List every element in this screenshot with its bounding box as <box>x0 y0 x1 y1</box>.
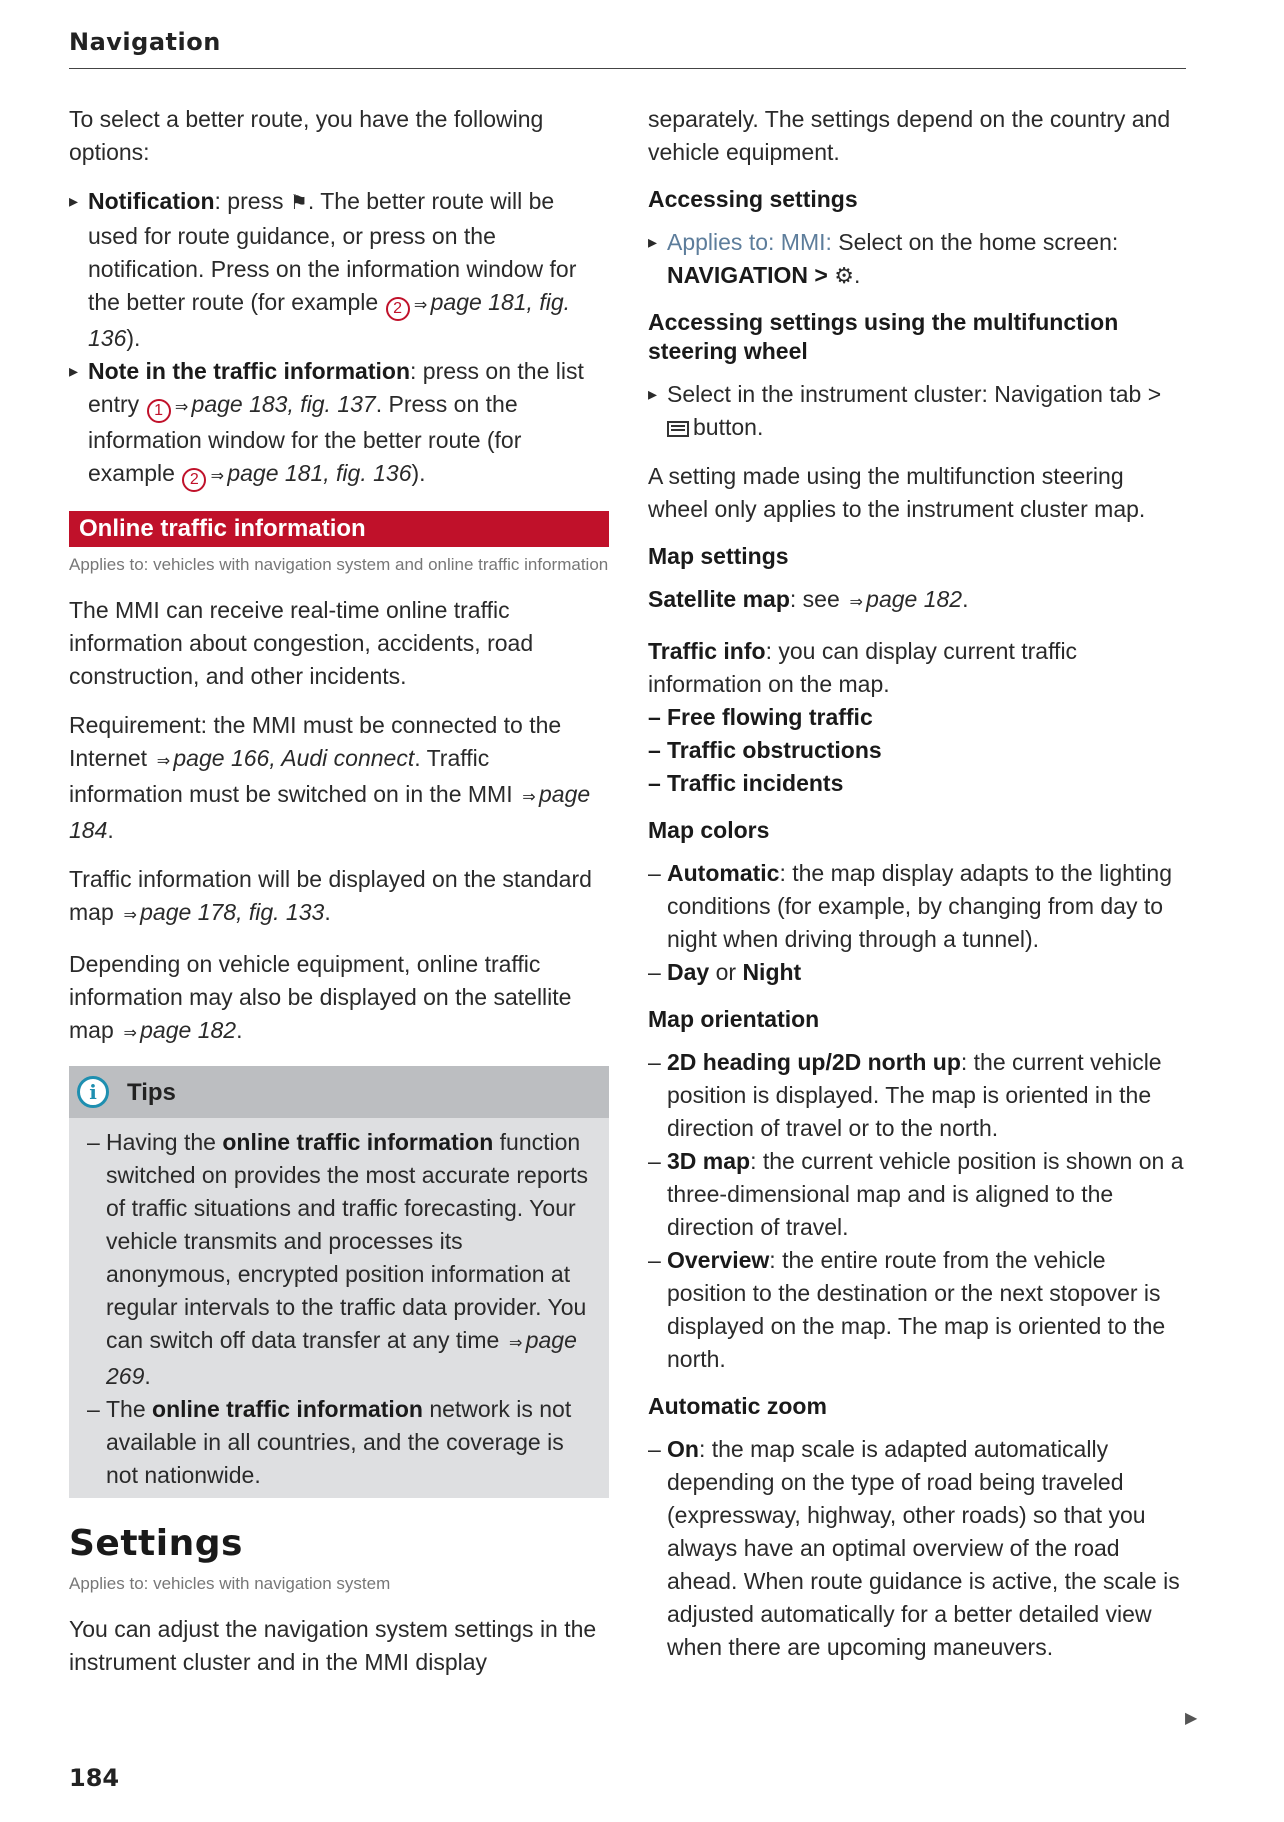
map-colors-heading: Map colors <box>648 817 770 843</box>
tip-item: – The online traffic information network is not available in all countries, and the coverage is not nationwide. <box>87 1393 591 1492</box>
settings-p1-continued: separately. The settings depend on the country and vehicle equipment. <box>648 106 1171 165</box>
list-menu-icon <box>667 421 689 437</box>
flag-icon: ⚑ <box>289 192 308 214</box>
orientation-option: – 3D map: the current vehicle position is shown on a three-dimensional map and is aligned to the direction of travel. <box>648 1145 1188 1244</box>
tips-header <box>69 1066 609 1118</box>
tip-item: – Having the online traffic information function switched on provides the most accurate reports of traffic situations and traffic forecasting. Your vehicle transmits and processes its anonymous, encrypted position information at regular intervals to the traffic data provider. You can switch off data transfer at any time ⇒ page 269. <box>87 1126 591 1393</box>
map-settings-heading: Map settings <box>648 543 789 569</box>
arrow-ref-icon: ⇒ <box>123 907 137 924</box>
settings-p1: You can adjust the navigation system settings in the instrument cluster and in the MMI display <box>69 1616 597 1675</box>
better-route-options <box>69 185 609 493</box>
steering-note: A setting made using the multifunction steering wheel only applies to the instrument cluster map. <box>648 463 1146 522</box>
traffic-info-options <box>648 701 1188 800</box>
gear-icon: ⚙ <box>834 263 854 288</box>
header-rule <box>69 68 1186 69</box>
online-traffic-p4: Depending on vehicle equipment, online traffic information may also be displayed on the satellite map ⇒ page 182. <box>69 948 609 1050</box>
online-traffic-p2: Requirement: the MMI must be connected to the Internet ⇒ page 166, Audi connect. Traffic information must be switched on in the MMI ⇒ page 184. <box>69 712 591 843</box>
page-ref[interactable]: page 178, fig. 133 <box>140 899 325 925</box>
map-colors-options <box>648 857 1188 989</box>
automatic-zoom-options <box>648 1433 1188 1664</box>
intro-paragraph: To select a better route, you have the following options: <box>69 106 544 165</box>
steering-step: ▸ Select in the instrument cluster: Navigation tab > button. <box>648 378 1188 444</box>
navigation-path: NAVIGATION <box>667 262 808 288</box>
tips-list <box>69 1118 609 1498</box>
arrow-ref-icon: ⇒ <box>413 297 428 314</box>
settings-applies: Applies to: vehicles with navigation system <box>69 1574 391 1593</box>
satellite-map-setting: Satellite map: see ⇒ page 182. <box>648 583 1188 619</box>
online-traffic-p1: The MMI can receive real-time online traffic information about congestion, accidents, road construction, and other incidents. <box>69 597 534 689</box>
online-traffic-applies: Applies to: vehicles with navigation system and online traffic information <box>69 555 609 574</box>
traffic-info-setting: Traffic info: you can display current traffic information on the map. <box>648 638 1078 697</box>
tips-box <box>69 1066 609 1498</box>
accessing-settings-heading: Accessing settings <box>648 186 858 212</box>
automatic-zoom-heading: Automatic zoom <box>648 1393 827 1419</box>
page-ref[interactable]: page 182 <box>866 586 963 612</box>
traffic-option: – Traffic incidents <box>648 767 1188 800</box>
page-ref[interactable]: page 182 <box>140 1017 237 1043</box>
arrow-ref-icon: ⇒ <box>849 594 863 611</box>
page-ref[interactable]: page 166, Audi connect <box>173 745 415 771</box>
online-traffic-section-title: Online traffic information <box>69 511 609 547</box>
page-ref[interactable]: page 184 <box>69 781 591 843</box>
page-ref[interactable]: page 181, fig. 136 <box>88 289 571 351</box>
page-number: 184 <box>69 1764 120 1792</box>
zoom-option-on: – On: the map scale is adapted automatically depending on the type of road being traveled (expressway, highway, other roads) so that you always have an optimal overview of the road ahead. When route guidance is active, the scale is adjusted automatically for a better detailed view when there are upcoming maneuvers. <box>648 1433 1188 1664</box>
arrow-ref-icon: ⇒ <box>210 468 225 485</box>
page-ref[interactable]: page 183, fig. 137 <box>191 391 376 417</box>
orientation-option: – 2D heading up/2D north up: the current vehicle position is displayed. The map is oriented in the direction of travel or to the north. <box>648 1046 1188 1145</box>
option-traffic-info: ▸ Note in the traffic information: press on the list entry 1 ⇒ page 183, fig. 137. Press on the information window for the better route (for example 2 ⇒ page 181, fig. 136). <box>69 355 609 493</box>
arrow-ref-icon: ⇒ <box>123 1025 137 1042</box>
tips-title: Tips <box>127 1078 176 1106</box>
arrow-ref-icon: ⇒ <box>522 789 536 806</box>
traffic-option: – Traffic obstructions <box>648 734 1188 767</box>
left-column <box>69 103 609 1695</box>
right-column <box>648 103 1188 1680</box>
accessing-settings-steps <box>648 226 1188 292</box>
steering-wheel-steps <box>648 378 1188 444</box>
color-option-day-night: – Day or Night <box>648 956 1188 989</box>
color-option-automatic: – Automatic: the map display adapts to the lighting conditions (for example, by changing from day to night when driving through a tunnel). <box>648 857 1188 956</box>
info-icon: i <box>77 1076 109 1108</box>
map-orientation-options <box>648 1046 1188 1376</box>
map-orientation-heading: Map orientation <box>648 1006 820 1032</box>
orientation-option: – Overview: the entire route from the vehicle position to the destination or the next stopover is displayed on the map. The map is oriented to the north. <box>648 1244 1188 1376</box>
option-notification: ▸ Notification: press ⚑. The better route will be used for route guidance, or press on the notification. Press on the information window for the better route (for example 2 ⇒ page 181, fig. 136). <box>69 185 609 355</box>
callout-1-icon: 1 <box>147 399 171 423</box>
callout-2-icon: 2 <box>386 297 410 321</box>
arrow-ref-icon: ⇒ <box>156 753 171 770</box>
page-ref[interactable]: page 269 <box>106 1327 577 1389</box>
page-header-title: Navigation <box>69 28 221 56</box>
arrow-ref-icon: ⇒ <box>174 399 189 416</box>
online-traffic-p3: Traffic information will be displayed on the standard map ⇒ page 178, fig. 133. <box>69 863 609 932</box>
settings-heading: Settings <box>69 1523 243 1564</box>
traffic-option: – Free flowing traffic <box>648 701 1188 734</box>
callout-2-icon: 2 <box>182 468 206 492</box>
page-ref[interactable]: page 181, fig. 136 <box>227 460 412 486</box>
arrow-ref-icon: ⇒ <box>509 1335 523 1352</box>
continue-arrow-icon: ▶ <box>1185 1710 1198 1727</box>
steering-wheel-heading: Accessing settings using the multifunction steering wheel <box>648 309 1119 364</box>
accessing-step: ▸ Applies to: MMI: Select on the home screen: NAVIGATION > ⚙. <box>648 226 1188 292</box>
